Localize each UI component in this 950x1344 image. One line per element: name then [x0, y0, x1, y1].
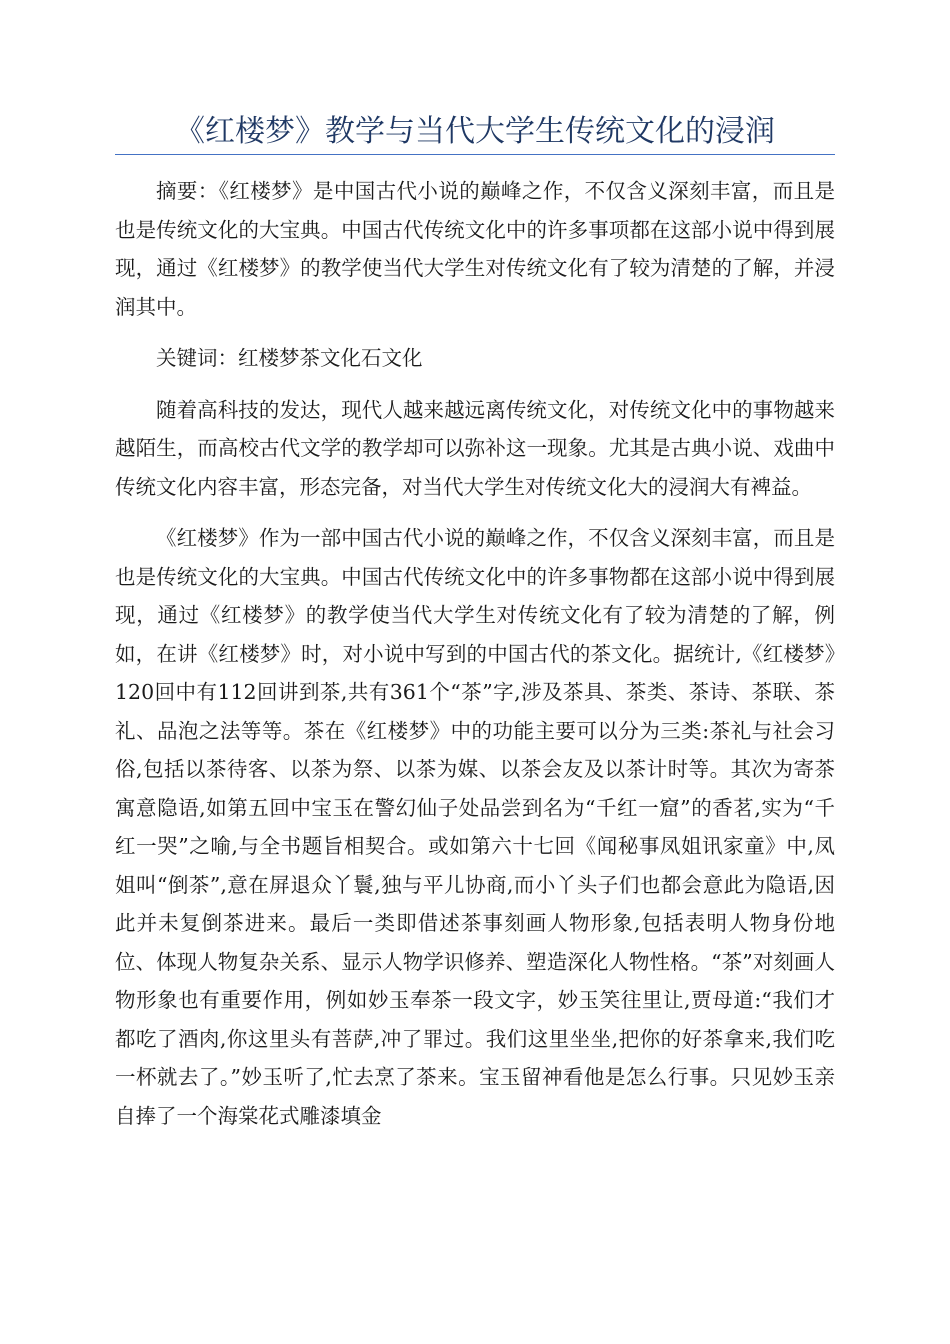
document-body	[115, 172, 835, 1148]
body-paragraph: 《红楼梦》作为一部中国古代小说的巅峰之作，不仅含义深刻丰富，而且是也是传统文化的大宝典。中国古代传统文化中的许多事物都在这部小说中得到展现，通过《红楼梦》的教学使当代大学生对传统文化有了较为清楚的了解，例如，在讲《红楼梦》时，对小说中写到的中国古代的茶文化。据统计,《红楼梦》120回中有112回讲到茶,共有361个“茶”字,涉及茶具、茶类、茶诗、茶联、茶礼、品泡之法等等。茶在《红楼梦》中的功能主要可以分为三类:茶礼与社会习俗,包括以茶待客、以茶为祭、以茶为媒、以茶会友及以茶计时等。其次为寄茶寓意隐语,如第五回中宝玉在警幻仙子处品尝到名为“千红一窟”的香茗,实为“千红一哭”之喻,与全书题旨相契合。或如第六十七回《闻秘事凤姐讯家童》中,凤姐叫“倒茶”,意在屏退众丫鬟,独与平儿协商,而小丫头子们也都会意此为隐语,因此并未复倒茶进来。最后一类即借述茶事刻画人物形象,包括表明人物身份地位、体现人物复杂关系、显示人物学识修养、塑造深化人物性格。“茶”对刻画人物形象也有重要作用，例如妙玉奉茶一段文字，妙玉笑往里让,贾母道:“我们才都吃了酒肉,你这里头有菩萨,冲了罪过。我们这里坐坐,把你的好茶拿来,我们吃一杯就去了。”妙玉听了,忙去烹了茶来。宝玉留神看他是怎么行事。只见妙玉亲自捧了一个海棠花式雕漆填金	[115, 526, 835, 1128]
keywords-paragraph: 关键词：红楼梦茶文化石文化	[156, 346, 423, 370]
document-title: 《红楼梦》教学与当代大学生传统文化的浸润	[175, 114, 775, 149]
abstract-paragraph: 摘要：《红楼梦》是中国古代小说的巅峰之作，不仅含义深刻丰富，而且是也是传统文化的大宝典。中国古代传统文化中的许多事项都在这部小说中得到展现，通过《红楼梦》的教学使当代大学生对传统文化有了较为清楚的了解，并浸润其中。	[115, 179, 835, 319]
title-underline	[115, 154, 835, 155]
intro-paragraph: 随着高科技的发达，现代人越来越远离传统文化，对传统文化中的事物越来越陌生，而高校古代文学的教学却可以弥补这一现象。尤其是古典小说、戏曲中传统文化内容丰富，形态完备，对当代大学生对传统文化大的浸润大有裨益。	[115, 397, 835, 499]
